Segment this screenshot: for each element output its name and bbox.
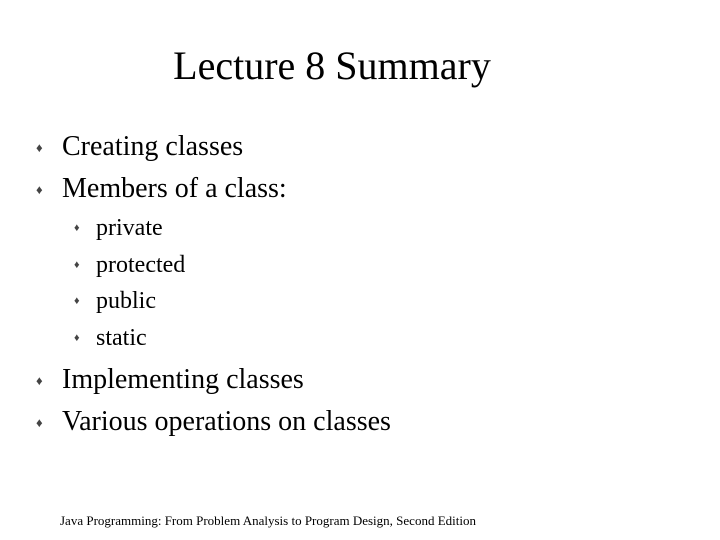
slide-footer: Java Programming: From Problem Analysis to Program Design, Second Edition (60, 513, 476, 528)
diamond-bullet-icon: ♦ (74, 331, 80, 344)
diamond-bullet-icon: ♦ (36, 139, 43, 155)
sub-bullet-text: static (96, 325, 147, 351)
diamond-bullet-icon: ♦ (74, 258, 80, 271)
bullet-text: Creating classes (62, 131, 244, 162)
diamond-bullet-icon: ♦ (36, 181, 43, 197)
diamond-bullet-icon: ♦ (74, 221, 80, 234)
bullet-item (36, 404, 391, 440)
diamond-bullet-icon: ♦ (74, 294, 80, 307)
sub-bullet-item (74, 322, 147, 354)
bullet-text: Various operations on classes (62, 406, 391, 437)
sub-bullet-text: protected (96, 252, 186, 278)
sub-bullet-item (74, 212, 163, 244)
diamond-bullet-icon: ♦ (36, 414, 43, 430)
sub-bullet-item (74, 285, 156, 317)
bullet-item (36, 171, 287, 207)
diamond-bullet-icon: ♦ (36, 372, 43, 388)
sub-bullet-item (74, 249, 185, 281)
slide-title: Lecture 8 Summary (173, 43, 491, 88)
bullet-text: Implementing classes (62, 364, 304, 395)
sub-bullet-text: public (96, 288, 156, 314)
bullet-item (36, 362, 304, 398)
bullet-item (36, 129, 243, 165)
sub-bullet-text: private (96, 215, 163, 241)
bullet-text: Members of a class: (62, 173, 287, 204)
